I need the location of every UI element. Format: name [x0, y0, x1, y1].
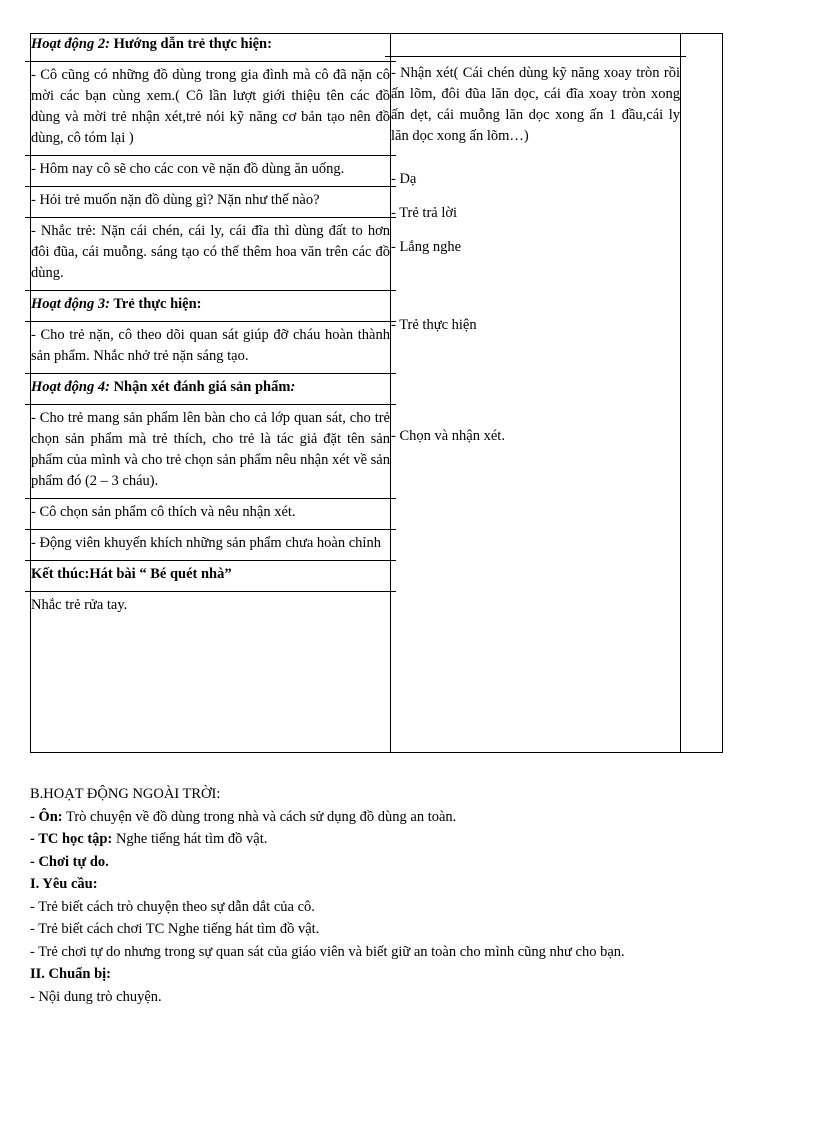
ending-body-text: Nhắc trẻ rửa tay. [31, 597, 128, 613]
activity-2-heading [25, 34, 396, 62]
activity-4-colon: : [290, 379, 296, 395]
activity-4-body-text: - Cho trẻ mang sản phẩm lên bàn cho cả lớp quan sát, cho trẻ chọn sản phẩm mà trẻ thích, cho trẻ là tác giả đặt tên sản phẩm của mình và cho trẻ chọn sản phẩm nêu nhận xét về sản phẩm đó (2 – 3 cháu). [31, 410, 390, 489]
right-heading-row [385, 29, 686, 57]
teacher-activities-cell [31, 34, 391, 753]
outdoor-game [30, 828, 790, 851]
activity-2-question-text: - Hỏi trẻ muốn nặn đồ dùng gì? Nặn như thế nào? [31, 192, 320, 208]
activity-3-heading [25, 291, 396, 322]
activity-2-reminder [25, 218, 396, 291]
outdoor-activity-section [30, 783, 790, 1008]
activity-3-label: Hoạt động 3: [31, 296, 110, 312]
free-play: - Chơi tự do. [30, 853, 109, 870]
activity-4-heading [25, 374, 396, 405]
requirement-1: - Trẻ biết cách trò chuyện theo sự dẫn dắt của cô. [30, 898, 315, 915]
activity-plan-table [30, 33, 723, 753]
activity-4-body [25, 405, 396, 499]
child-response-yes: - Dạ [391, 171, 417, 187]
activity-2-intro-text: - Cô cũng có những đồ dùng trong gia đình mà cô đã nặn cô mời các bạn cùng xem.( Cô lần lượt giới thiệu tên các đồ dùng và mời trẻ nhận xét,trẻ nói kỹ năng cơ bản tạo nên đồ dùng, cô tóm lại ) [31, 67, 390, 146]
activity-4-title: Nhận xét đánh giá sản phẩm [109, 379, 291, 395]
preparation-title: II. Chuẩn bị: [30, 966, 111, 982]
activity-3-body-text: - Cho trẻ nặn, cô theo dõi quan sát giúp đỡ cháu hoàn thành sản phẩm. Nhắc nhở trẻ nặn sáng tạo. [31, 327, 390, 364]
child-response-choose: - Chọn và nhận xét. [391, 428, 505, 444]
child-response-answer: - Trẻ trả lời [391, 205, 458, 221]
activity-2-title: Hướng dẫn trẻ thực hiện: [109, 36, 272, 52]
activity-4-choose [25, 499, 396, 530]
activity-4-label: Hoạt động 4: [31, 379, 110, 395]
activity-3-title: Trẻ thực hiện: [109, 296, 202, 312]
outdoor-review [30, 806, 790, 829]
ending-body [25, 592, 396, 622]
activity-4-encourage-text: - Động viên khuyến khích những sản phẩm chưa hoàn chỉnh [31, 535, 381, 551]
requirement-3: - Trẻ chơi tự do nhưng trong sự quan sát của giáo viên và biết giữ an toàn cho mình cũng như cho bạn. [30, 943, 625, 960]
child-response-observe: - Nhận xét( Cái chén dùng kỹ năng xoay tròn rồi ấn lõm, đôi đũa lăn dọc, cái đĩa xoay tròn xong ấn dẹt, cái muỗng lăn dọc xong ấn 1 đầu,cái ly lăn dọc xong ấn lõm…) [391, 65, 680, 144]
ending-heading [25, 561, 396, 592]
child-response-listen: - Lắng nghe [391, 239, 462, 255]
activity-4-choose-text: - Cô chọn sản phẩm cô thích và nêu nhận xét. [31, 504, 296, 520]
review-label: - Ôn: [30, 808, 63, 825]
activity-2-question [25, 187, 396, 218]
activity-2-intro [25, 62, 396, 156]
activity-2-today-text: - Hôm nay cô sẽ cho các con vẽ nặn đồ dùng ăn uống. [31, 161, 345, 177]
requirements-title: I. Yêu cầu: [30, 876, 98, 892]
child-activities-cell [391, 34, 681, 753]
ending-title: Kết thúc:Hát bài “ Bé quét nhà” [31, 566, 232, 582]
activity-2-reminder-text: - Nhắc trẻ: Nặn cái chén, cái ly, cái đĩa thì dùng đất to hơn đôi đũa, cái muỗng. sáng tạo có thể thêm hoa văn trên các đồ dùng. [31, 223, 390, 281]
notes-cell [681, 34, 723, 753]
activity-2-label: Hoạt động 2: [31, 36, 110, 52]
game-text: Nghe tiếng hát tìm đồ vật. [112, 831, 268, 847]
preparation-1: - Nội dung trò chuyện. [30, 988, 162, 1005]
requirement-2: - Trẻ biết cách chơi TC Nghe tiếng hát tìm đồ vật. [30, 921, 320, 937]
activity-3-body [25, 322, 396, 374]
review-text: Trò chuyện về đồ dùng trong nhà và cách sử dụng đồ dùng an toàn. [62, 808, 457, 825]
child-response-perform: - Trẻ thực hiện [391, 317, 477, 333]
game-label: - TC học tập: [30, 831, 113, 847]
outdoor-title: B.HOẠT ĐỘNG NGOÀI TRỜI: [30, 786, 221, 802]
activity-2-today [25, 156, 396, 187]
activity-4-encourage [25, 530, 396, 561]
